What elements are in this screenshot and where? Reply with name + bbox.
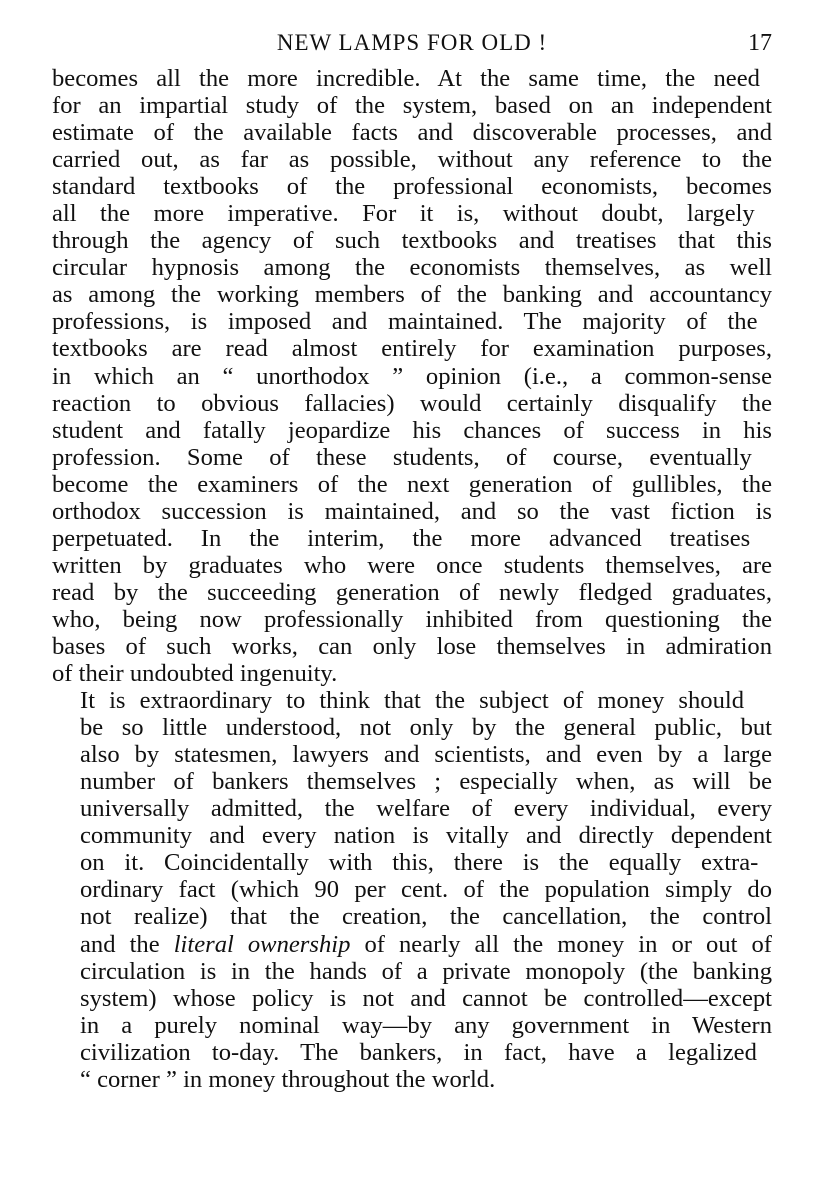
page-number: 17	[748, 30, 772, 56]
running-title: NEW LAMPS FOR OLD !	[276, 30, 548, 55]
text-line: estimate of the available facts and discoverable processes, and	[52, 119, 772, 147]
line-segment: and the	[80, 930, 174, 958]
text-line: universally admitted, the welfare of every individual, every	[80, 795, 772, 823]
line-segment: of nearly all the money in or out of	[350, 930, 773, 958]
text-line: for an impartial study of the system, based on an independent	[52, 92, 772, 120]
text-line: carried out, as far as possible, without any reference to the	[52, 146, 772, 174]
emphasis-phrase: literal ownership	[173, 930, 351, 958]
text-line: textbooks are read almost entirely for examination purposes,	[52, 335, 772, 363]
paragraph-1	[52, 65, 772, 687]
text-line: It is extraordinary to think that the subject of money should	[80, 687, 744, 715]
text-line: becomes all the more incredible. At the same time, the need	[52, 65, 760, 92]
text-line: in which an “ unorthodox ” opinion (i.e., a common-sense	[52, 362, 772, 390]
text-line: written by graduates who were once students themselves, are	[52, 551, 772, 579]
text-line: who, being now professionally inhibited from questioning the	[52, 605, 772, 633]
text-line: in a purely nominal way—by any government in Western	[80, 1011, 772, 1039]
text-line: civilization to-day. The bankers, in fact, have a legalized	[80, 1038, 757, 1066]
text-line: community and every nation is vitally and directly dependent	[80, 822, 772, 850]
text-line: become the examiners of the next generation of gullibles, the	[52, 470, 772, 498]
text-line: circulation is in the hands of a private monopoly (the banking	[80, 957, 772, 985]
body-text	[52, 65, 772, 1093]
text-line: standard textbooks of the professional economists, becomes	[52, 173, 772, 201]
text-line: all the more imperative. For it is, without doubt, largely	[52, 200, 755, 228]
text-line: also by statesmen, lawyers and scientists, and even by a large	[80, 741, 772, 769]
text-line: system) whose policy is not and cannot be controlled—except	[80, 984, 772, 1012]
text-line: ordinary fact (which 90 per cent. of the population simply do	[80, 876, 772, 904]
text-line-emphasis	[52, 931, 772, 958]
text-line: through the agency of such textbooks and treatises that this	[52, 227, 772, 255]
text-line: professions, is imposed and maintained. The majority of the	[52, 308, 758, 336]
paragraph-2	[52, 687, 772, 1093]
text-line: student and fatally jeopardize his chances of success in his	[52, 416, 772, 444]
text-line: circular hypnosis among the economists themselves, as well	[52, 254, 772, 282]
text-line: bases of such works, can only lose themselves in admiration	[52, 632, 772, 660]
text-line: number of bankers themselves ; especially when, as will be	[80, 768, 772, 796]
text-line: be so little understood, not only by the general public, but	[80, 714, 772, 742]
text-line: perpetuated. In the interim, the more advanced treatises	[52, 524, 751, 552]
text-line: profession. Some of these students, of course, eventually	[52, 443, 752, 471]
text-line: on it. Coincidentally with this, there is the equally extra-	[80, 849, 759, 877]
running-head	[52, 30, 772, 60]
text-line: read by the succeeding generation of newly fledged graduates,	[52, 578, 772, 606]
text-line: of their undoubted ingenuity.	[52, 660, 338, 688]
text-line: reaction to obvious fallacies) would certainly disqualify the	[52, 389, 772, 417]
text-line: not realize) that the creation, the cancellation, the control	[80, 903, 772, 931]
text-line: “ corner ” in money throughout the world.	[80, 1065, 496, 1093]
text-line: orthodox succession is maintained, and so the vast fiction is	[52, 497, 772, 525]
text-line: as among the working members of the banking and accountancy	[52, 281, 772, 309]
